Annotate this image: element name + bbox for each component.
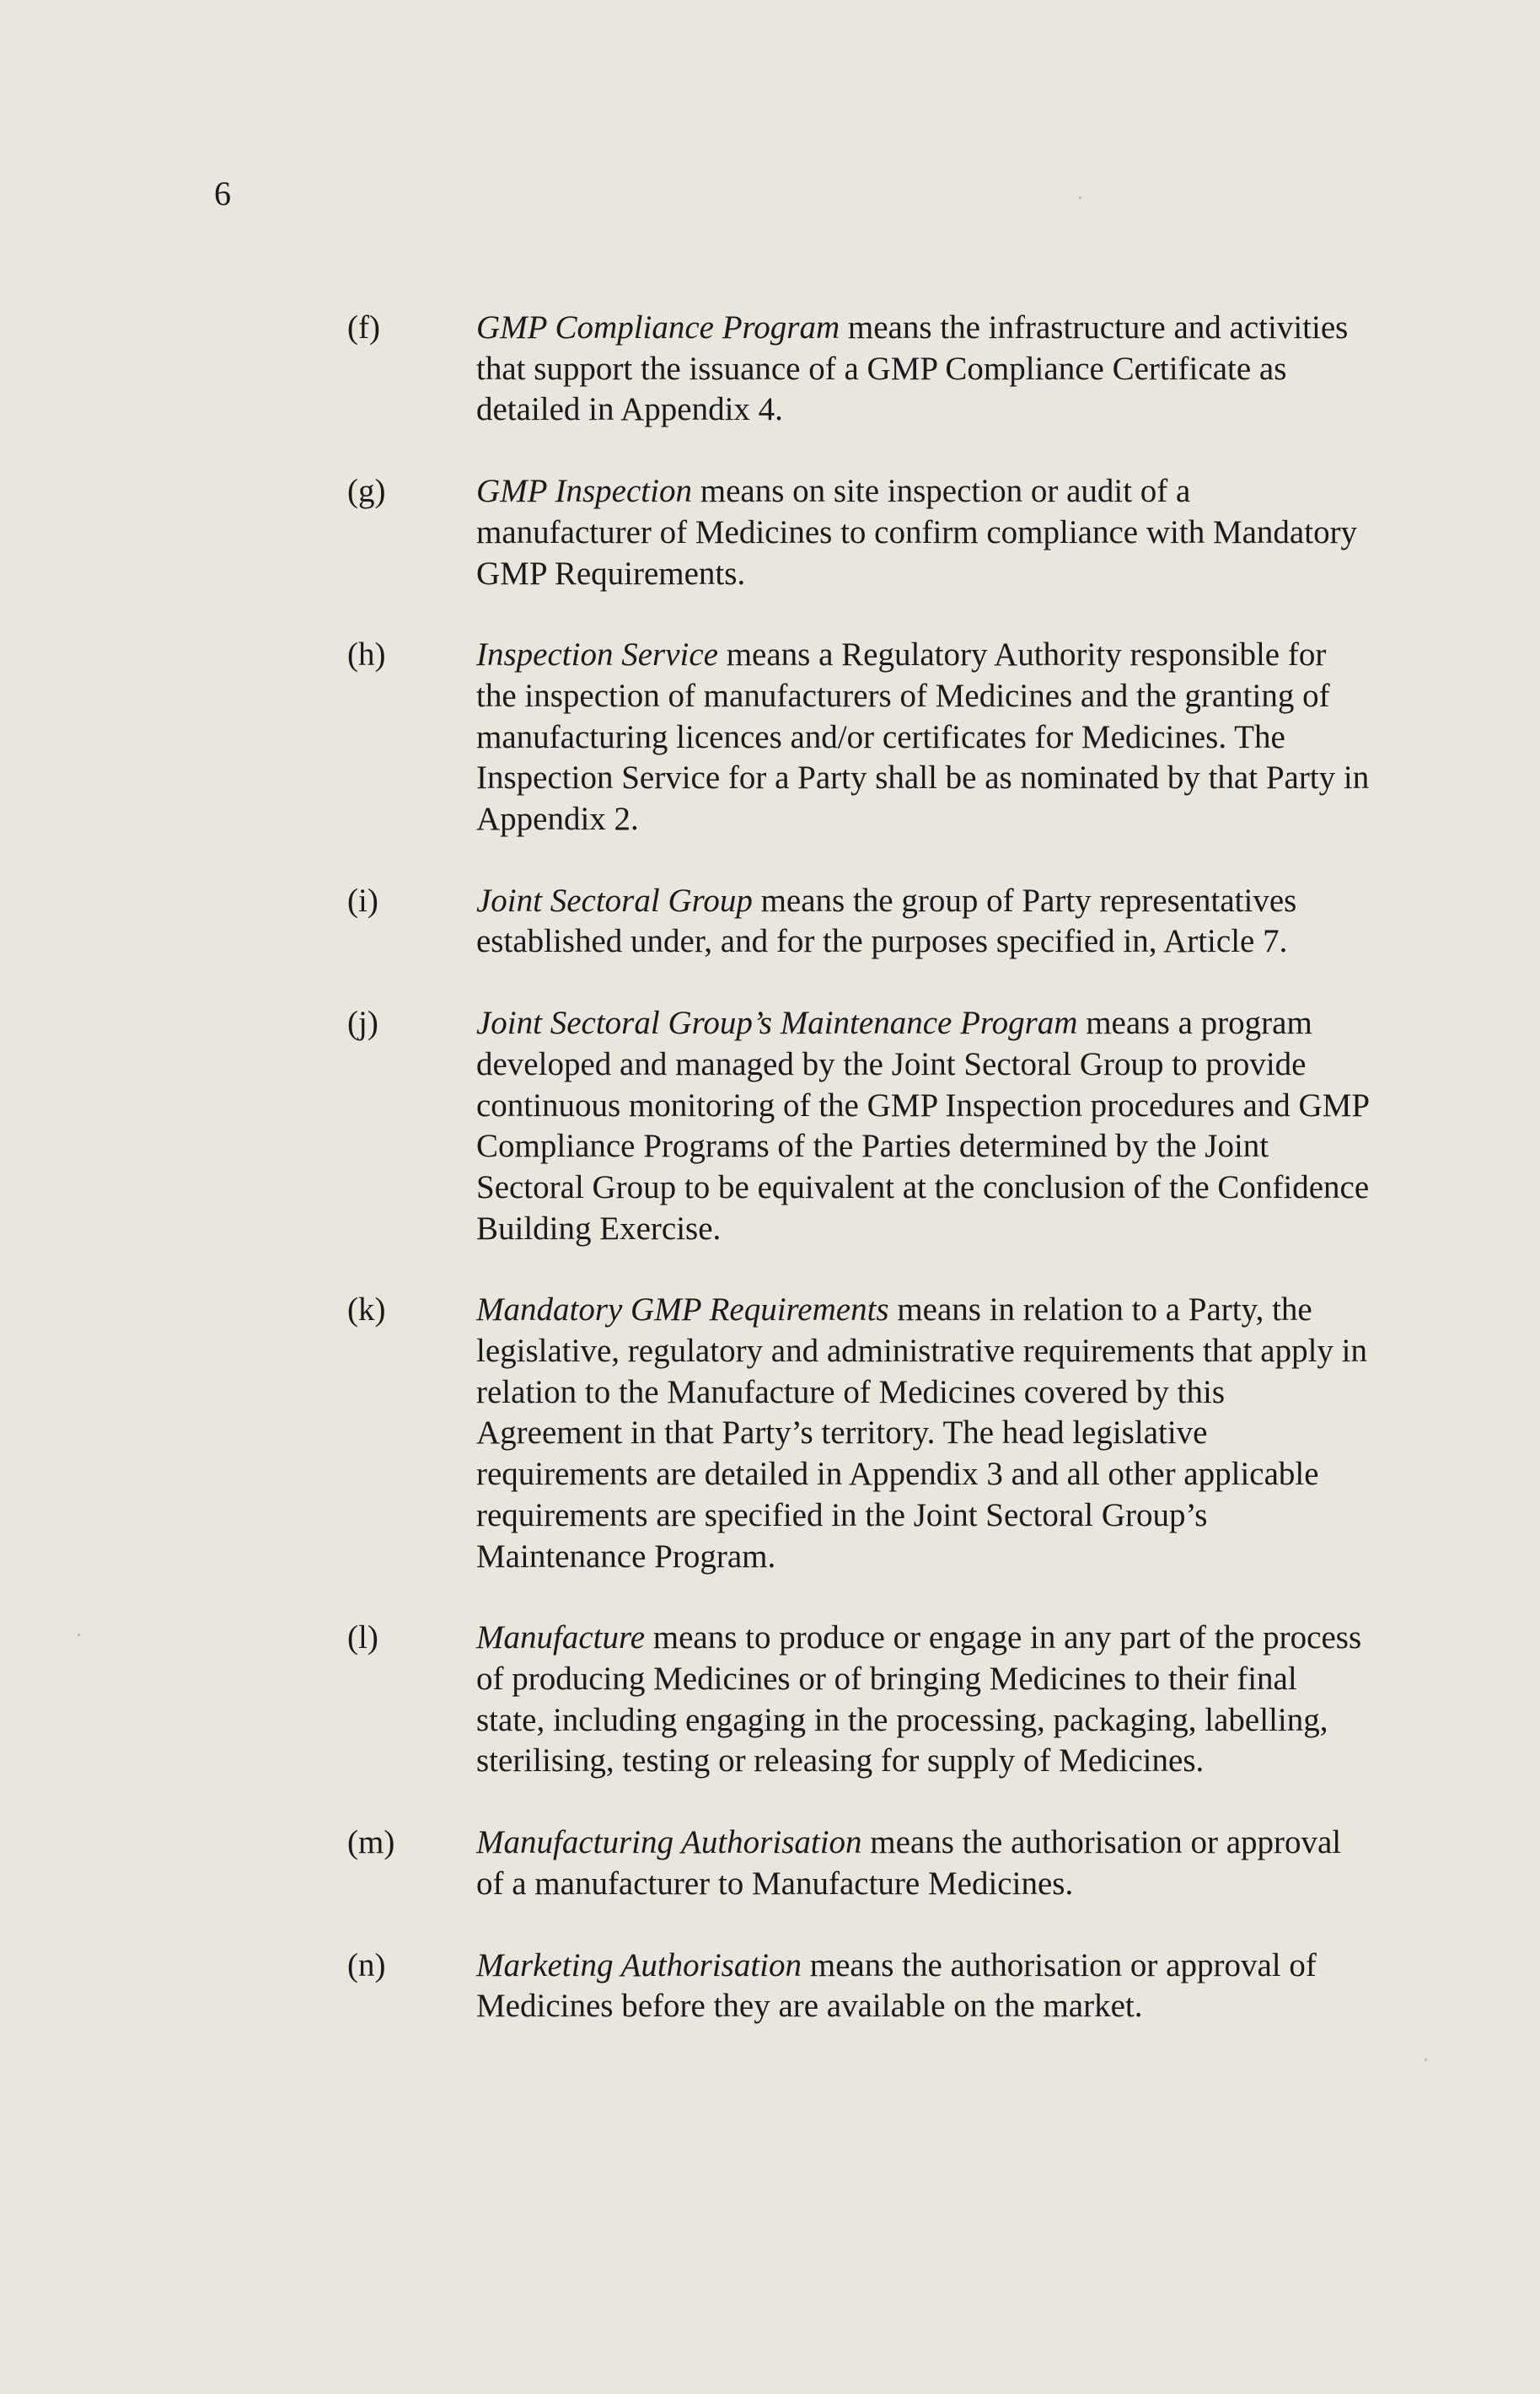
definition-label: (f): [347, 309, 380, 346]
definition-text: means a program developed and managed by the Joint Sectoral Group to provide continuous monitoring of the GMP Inspection procedures and GMP Compliance Programs of the Parties determined by the Joint Sectoral Group to be equivalent at the conclusion of the Confidence Building Exercise.: [476, 1005, 1370, 1247]
definition-term: Manufacturing Authorisation: [476, 1824, 862, 1861]
definition-item: [347, 1003, 1409, 1249]
definition-term: Marketing Authorisation: [476, 1946, 802, 1983]
definition-term: Mandatory GMP Requirements: [476, 1291, 889, 1329]
definition-text: means the group of Party representatives established under, and for the purposes specified in, Article 7.: [476, 882, 1297, 960]
definition-label: (g): [347, 473, 386, 510]
definition-body: [476, 1822, 1370, 1904]
definition-term: GMP Compliance Program: [476, 309, 840, 346]
definition-body: [476, 1946, 1370, 2027]
definition-item: [347, 1822, 1409, 1904]
definition-term: GMP Inspection: [476, 473, 692, 510]
definition-item: [347, 1946, 1409, 2027]
definition-body: [476, 635, 1370, 840]
definition-text: means on site inspection or audit of a manufacturer of Medicines to confirm compliance with Mandatory GMP Requirements.: [476, 473, 1358, 592]
definition-text: means the authorisation or approval of Medicines before they are available on the market.: [476, 1946, 1317, 2025]
definition-text: means to produce or engage in any part of the process of producing Medicines or of bringing Medicines to their final state, including engaging in the processing, packaging, labelling, sterilising, testing or releasing for supply of Medicines.: [476, 1619, 1362, 1779]
definition-term: Joint Sectoral Group’s Maintenance Program: [476, 1005, 1078, 1042]
definition-text: means the authorisation or approval of a manufacturer to Manufacture Medicines.: [476, 1824, 1342, 1902]
definition-label: (h): [347, 636, 386, 674]
definition-body: [476, 1290, 1370, 1577]
definition-text: means in relation to a Party, the legislative, regulatory and administrative requirements that apply in relation to the Manufacture of Medicines covered by this Agreement in that Party’s territory. The head legislative requirements are detailed in Appendix 3 and all other applicable requirements are specified in the Joint Sectoral Group’s Maintenance Program.: [476, 1291, 1368, 1575]
paper-speck: [1425, 2059, 1427, 2061]
definition-item: [347, 635, 1409, 840]
definition-item: [347, 881, 1409, 963]
definition-label: (k): [347, 1291, 386, 1329]
definition-label: (j): [347, 1005, 378, 1042]
definitions-list: [347, 308, 1409, 2068]
definition-term: Inspection Service: [476, 636, 718, 674]
definition-body: [476, 1003, 1370, 1249]
definition-term: Manufacture: [476, 1619, 646, 1656]
definition-label: (i): [347, 882, 378, 919]
definition-item: [347, 1290, 1409, 1577]
definition-body: [476, 881, 1370, 963]
paper-speck: [78, 1634, 80, 1636]
definition-text: means the infrastructure and activities that support the issuance of a GMP Compliance Certificate as detailed in Appendix 4.: [476, 309, 1349, 428]
definition-text: means a Regulatory Authority responsible for the inspection of manufacturers of Medicines and the granting of manufacturing licences and/or certificates for Medicines. The Inspection Service for a Party shall be as nominated by that Party in Appendix 2.: [476, 636, 1370, 838]
definition-term: Joint Sectoral Group: [476, 882, 753, 919]
paper-speck: [1079, 196, 1081, 199]
definition-item: [347, 308, 1409, 431]
definition-label: (m): [347, 1824, 395, 1861]
definition-label: (n): [347, 1946, 386, 1983]
definition-body: [476, 1618, 1370, 1782]
definition-body: [476, 308, 1370, 431]
definition-item: [347, 471, 1409, 594]
page-number: 6: [214, 174, 231, 212]
definition-item: [347, 1618, 1409, 1782]
definition-body: [476, 471, 1370, 594]
definition-label: (l): [347, 1619, 378, 1656]
